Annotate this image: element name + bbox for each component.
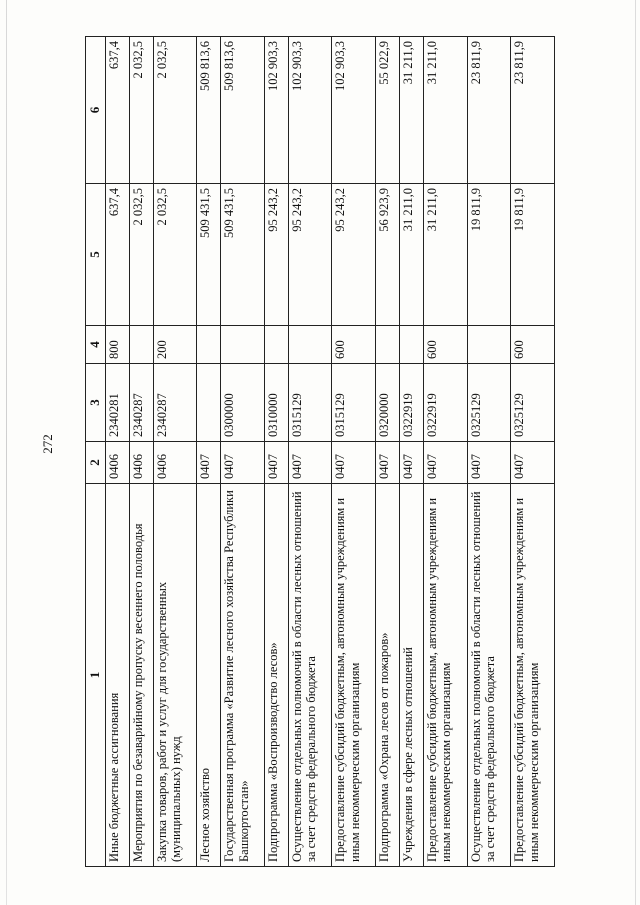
row-vr [129, 326, 153, 364]
row-sum-1: 19 811,9 [511, 184, 555, 326]
row-vr: 600 [423, 326, 467, 364]
table-row [197, 37, 221, 867]
row-sum-2: 31 211,0 [400, 37, 424, 184]
table-row [423, 37, 467, 867]
row-sum-1: 95 243,2 [264, 184, 288, 326]
row-name: Осуществление отдельных полномочий в области лесных отношений за счет средств федерального бюджета [288, 484, 332, 867]
header-cell: 6 [86, 37, 106, 184]
table-row [105, 37, 129, 867]
row-sum-1: 95 243,2 [332, 184, 376, 326]
row-vr [376, 326, 400, 364]
header-cell: 2 [86, 442, 106, 484]
row-name: Лесное хозяйство [197, 484, 221, 867]
row-sum-1: 19 811,9 [467, 184, 511, 326]
row-name: Подпрограмма «Воспроизводство лесов» [264, 484, 288, 867]
header-cell: 4 [86, 326, 106, 364]
table-row [288, 37, 332, 867]
header-cell: 5 [86, 184, 106, 326]
row-rz: 0407 [332, 442, 376, 484]
row-sum-2: 2 032,5 [129, 37, 153, 184]
row-vr [467, 326, 511, 364]
budget-table [85, 36, 555, 867]
row-sum-1: 31 211,0 [400, 184, 424, 326]
row-csr: 2340287 [129, 364, 153, 442]
table-row [332, 37, 376, 867]
row-sum-2: 102 903,3 [332, 37, 376, 184]
row-rz: 0406 [129, 442, 153, 484]
row-rz: 0406 [105, 442, 129, 484]
row-rz: 0407 [423, 442, 467, 484]
row-name: Государственная программа «Развитие лесного хозяйства Республики Башкортостан» [221, 484, 265, 867]
header-cell: 1 [86, 484, 106, 867]
header-cell: 3 [86, 364, 106, 442]
row-sum-2: 23 811,9 [511, 37, 555, 184]
row-csr [197, 364, 221, 442]
row-rz: 0407 [288, 442, 332, 484]
row-rz: 0407 [264, 442, 288, 484]
row-rz: 0406 [153, 442, 197, 484]
table-row [376, 37, 400, 867]
row-sum-2: 509 813,6 [221, 37, 265, 184]
row-rz: 0407 [221, 442, 265, 484]
row-vr [288, 326, 332, 364]
row-csr: 0300000 [221, 364, 265, 442]
row-sum-1: 509 431,5 [197, 184, 221, 326]
row-rz: 0407 [467, 442, 511, 484]
row-sum-1: 509 431,5 [221, 184, 265, 326]
table-row [129, 37, 153, 867]
table-row [153, 37, 197, 867]
row-sum-2: 102 903,3 [288, 37, 332, 184]
row-name: Предоставление субсидий бюджетным, автономным учреждениям и иным некоммерческим организациям [423, 484, 467, 867]
row-sum-2: 2 032,5 [153, 37, 197, 184]
row-name: Предоставление субсидий бюджетным, автономным учреждениям и иным некоммерческим организациям [332, 484, 376, 867]
row-csr: 0322919 [400, 364, 424, 442]
row-sum-2: 55 022,9 [376, 37, 400, 184]
row-sum-1: 31 211,0 [423, 184, 467, 326]
row-csr: 0310000 [264, 364, 288, 442]
page-number: 272 [40, 434, 55, 454]
row-sum-1: 95 243,2 [288, 184, 332, 326]
row-vr [264, 326, 288, 364]
table-row [400, 37, 424, 867]
row-csr: 0315129 [288, 364, 332, 442]
table-row [221, 37, 265, 867]
scan-edge-left [6, 0, 7, 905]
row-name: Учреждения в сфере лесных отношений [400, 484, 424, 867]
row-sum-2: 637,4 [105, 37, 129, 184]
row-rz: 0407 [197, 442, 221, 484]
row-rz: 0407 [511, 442, 555, 484]
row-csr: 0325129 [511, 364, 555, 442]
row-csr: 0315129 [332, 364, 376, 442]
row-sum-1: 637,4 [105, 184, 129, 326]
row-name: Закупка товаров, работ и услуг для государственных (муниципальных) нужд [153, 484, 197, 867]
table-row [264, 37, 288, 867]
row-name: Осуществление отдельных полномочий в области лесных отношений за счет средств федерального бюджета [467, 484, 511, 867]
row-name: Мероприятия по безаварийному пропуску весеннего половодья [129, 484, 153, 867]
row-sum-2: 23 811,9 [467, 37, 511, 184]
row-vr [197, 326, 221, 364]
row-vr: 600 [332, 326, 376, 364]
row-csr: 0322919 [423, 364, 467, 442]
row-csr: 0325129 [467, 364, 511, 442]
row-sum-1: 56 923,9 [376, 184, 400, 326]
row-csr: 0320000 [376, 364, 400, 442]
row-sum-2: 31 211,0 [423, 37, 467, 184]
row-sum-2: 509 813,6 [197, 37, 221, 184]
header-row [86, 37, 106, 867]
row-vr [400, 326, 424, 364]
row-vr: 800 [105, 326, 129, 364]
row-rz: 0407 [376, 442, 400, 484]
row-csr: 2340281 [105, 364, 129, 442]
row-name: Подпрограмма «Охрана лесов от пожаров» [376, 484, 400, 867]
table-row [511, 37, 555, 867]
rotated-table-wrapper [85, 37, 555, 867]
row-vr [221, 326, 265, 364]
row-sum-2: 102 903,3 [264, 37, 288, 184]
row-sum-1: 2 032,5 [153, 184, 197, 326]
row-vr: 600 [511, 326, 555, 364]
table-row [467, 37, 511, 867]
row-rz: 0407 [400, 442, 424, 484]
row-sum-1: 2 032,5 [129, 184, 153, 326]
row-vr: 200 [153, 326, 197, 364]
row-name: Иные бюджетные ассигнования [105, 484, 129, 867]
row-csr: 2340287 [153, 364, 197, 442]
row-name: Предоставление субсидий бюджетным, автономным учреждениям и иным некоммерческим организациям [511, 484, 555, 867]
scan-edge-right [635, 0, 636, 905]
